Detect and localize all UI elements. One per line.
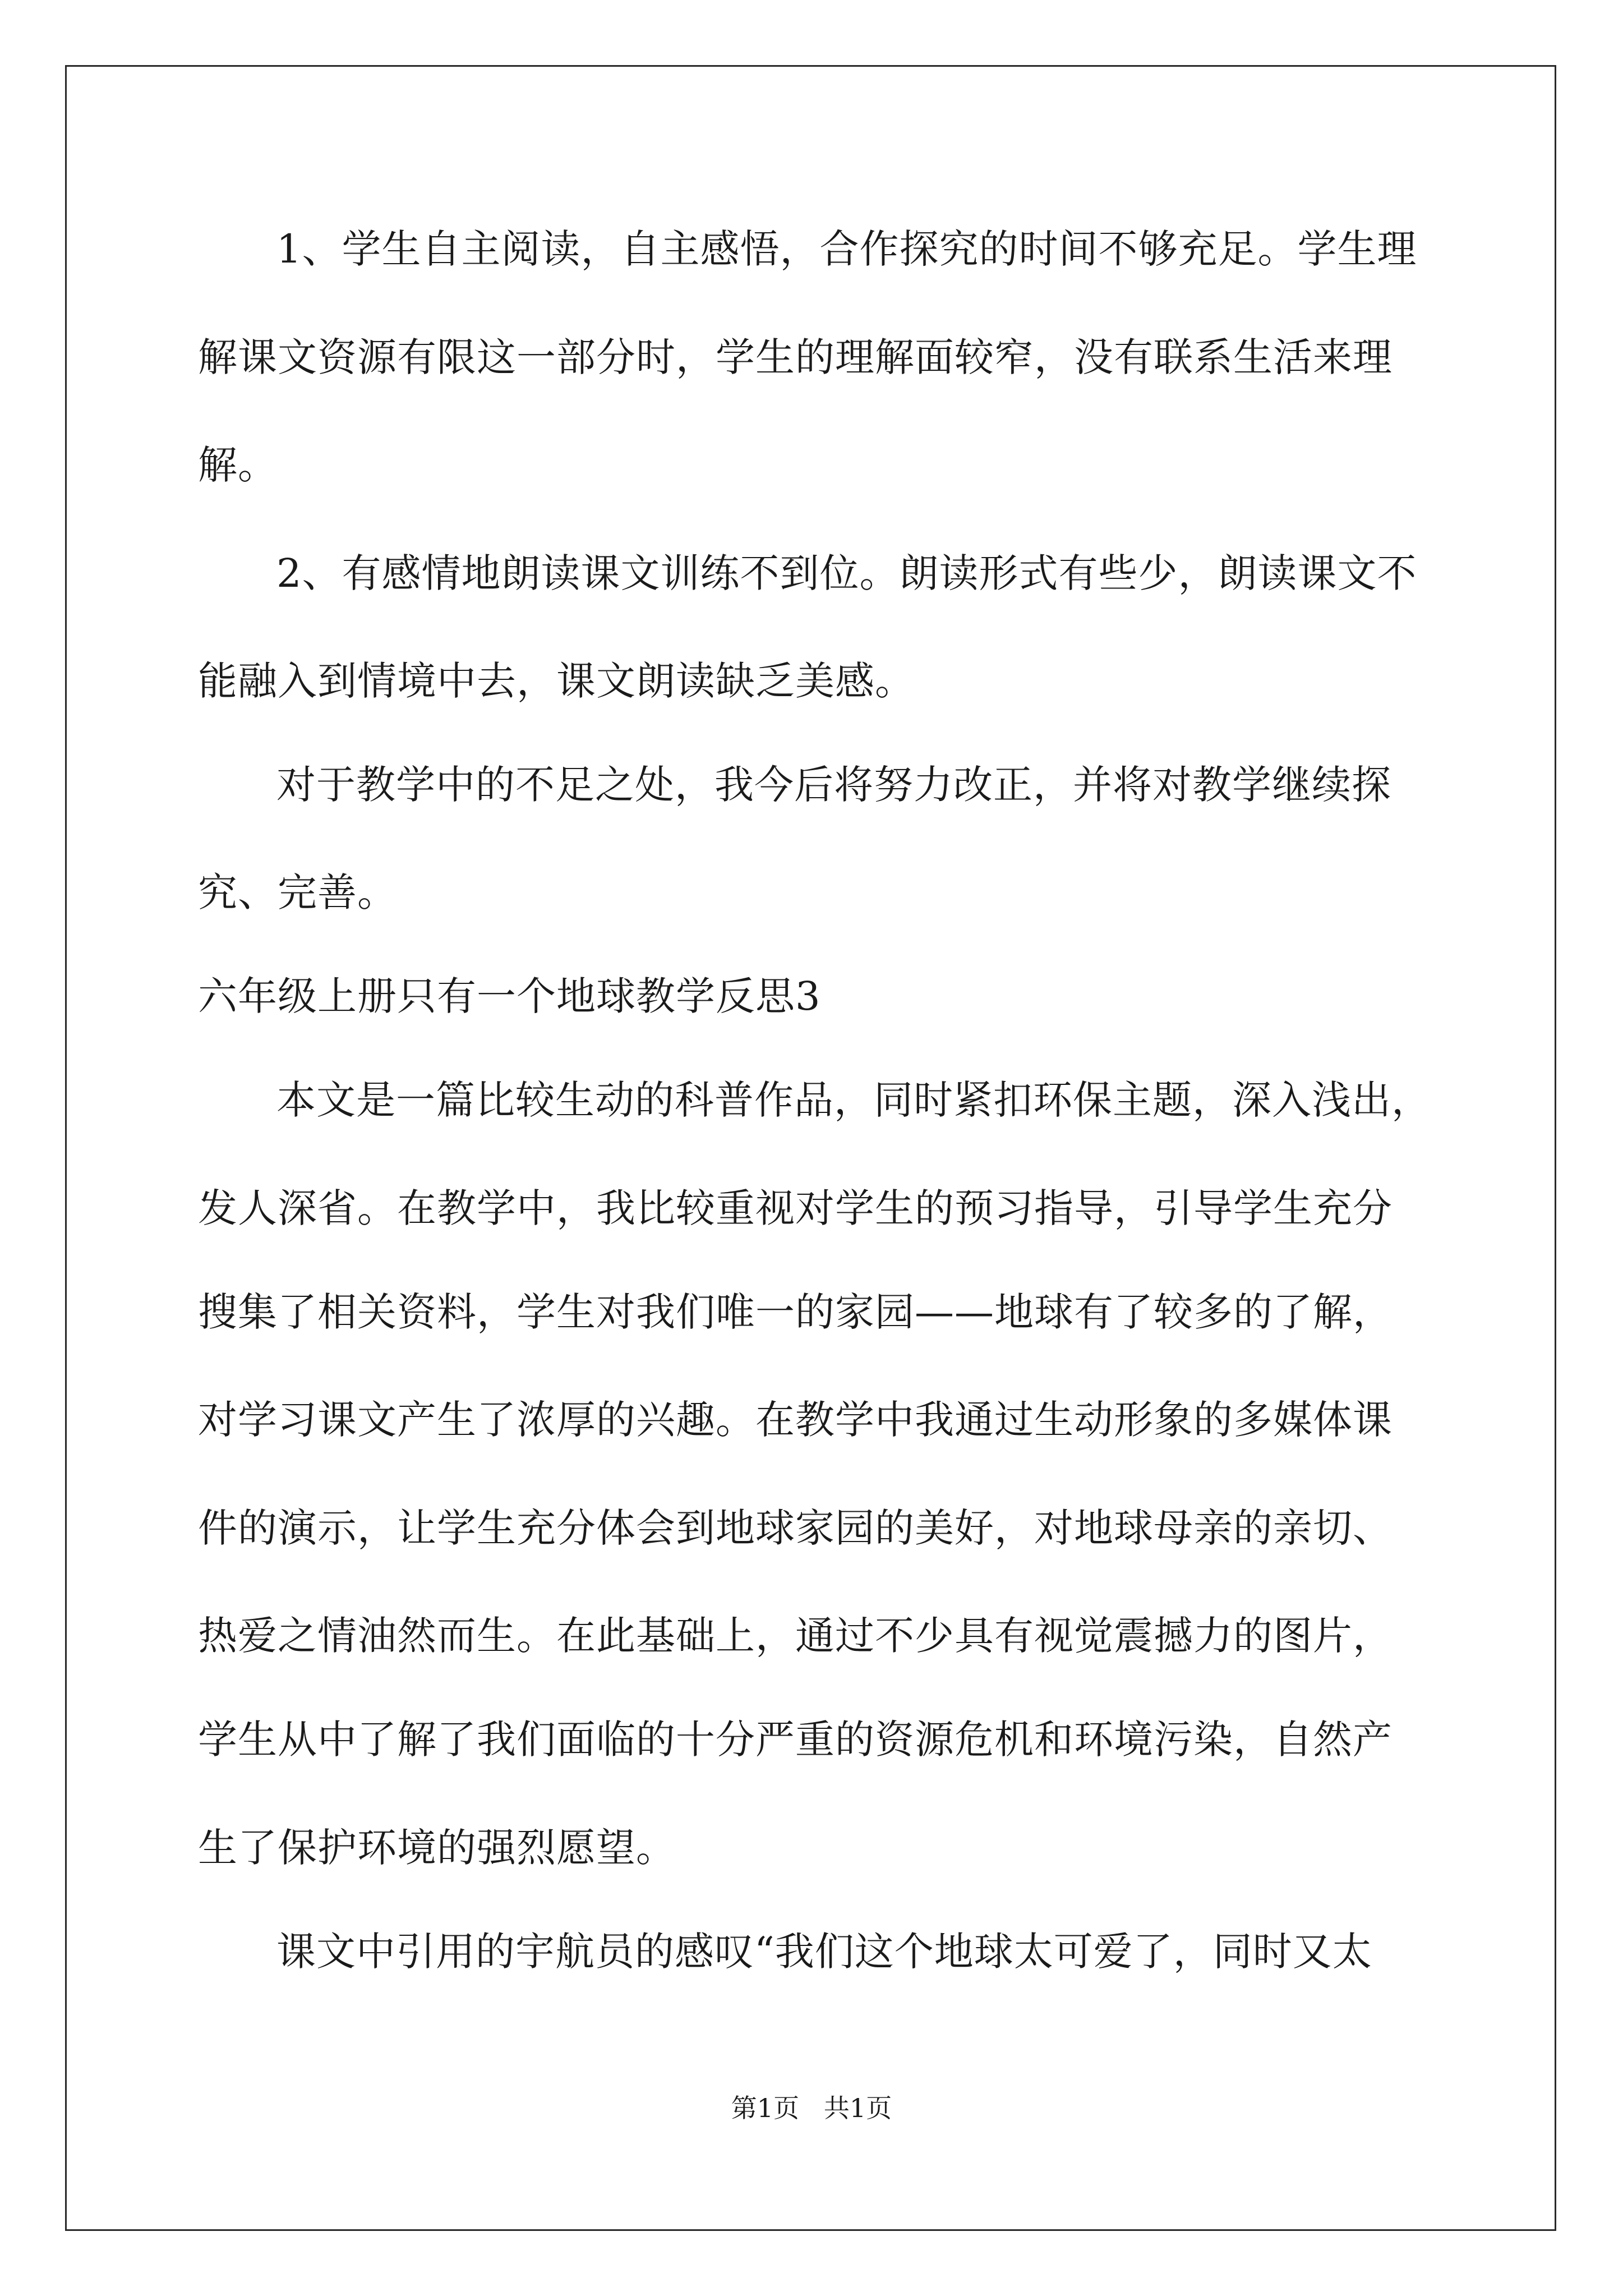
paragraph-4-line-5: 件的演示，让学生充分体会到地球家园的美好，对地球母亲的亲切、 bbox=[198, 1505, 1393, 1551]
paragraph-4-line-7: 学生从中了解了我们面临的十分严重的资源危机和环境污染，自然产 bbox=[198, 1717, 1393, 1763]
paragraph-1-line-3: 解。 bbox=[198, 442, 278, 488]
paragraph-1-line-1: 1、学生自主阅读，自主感悟，合作探究的时间不够充足。学生理 bbox=[276, 226, 1417, 272]
paragraph-3-line-2: 究、完善。 bbox=[198, 869, 397, 915]
page-border bbox=[65, 65, 1556, 2231]
paragraph-2-line-1: 2、有感情地朗读课文训练不到位。朗读形式有些少，朗读课文不 bbox=[276, 550, 1417, 596]
paragraph-4-line-4: 对学习课文产生了浓厚的兴趣。在教学中我通过生动形象的多媒体课 bbox=[198, 1397, 1393, 1443]
paragraph-4-line-1: 本文是一篇比较生动的科普作品，同时紧扣环保主题，深入浅出， bbox=[276, 1077, 1431, 1123]
page-footer: 第1页 共1页 bbox=[731, 2093, 892, 2123]
section-heading: 六年级上册只有一个地球教学反思3 bbox=[198, 973, 821, 1019]
paragraph-4-line-6: 热爱之情油然而生。在此基础上，通过不少具有视觉震撼力的图片， bbox=[198, 1613, 1393, 1659]
paragraph-4-line-3: 搜集了相关资料，学生对我们唯一的家园——地球有了较多的了解， bbox=[198, 1289, 1393, 1335]
paragraph-4-line-2: 发人深省。在教学中，我比较重视对学生的预习指导，引导学生充分 bbox=[198, 1185, 1393, 1231]
paragraph-5-line-1: 课文中引用的宇航员的感叹“我们这个地球太可爱了，同时又太 bbox=[276, 1929, 1372, 1975]
paragraph-2-line-2: 能融入到情境中去，课文朗读缺乏美感。 bbox=[198, 658, 915, 704]
paragraph-3-line-1: 对于教学中的不足之处，我今后将努力改正，并将对教学继续探 bbox=[276, 762, 1391, 808]
paragraph-1-line-2: 解课文资源有限这一部分时，学生的理解面较窄，没有联系生活来理 bbox=[198, 334, 1393, 380]
paragraph-4-line-8: 生了保护环境的强烈愿望。 bbox=[198, 1825, 676, 1871]
